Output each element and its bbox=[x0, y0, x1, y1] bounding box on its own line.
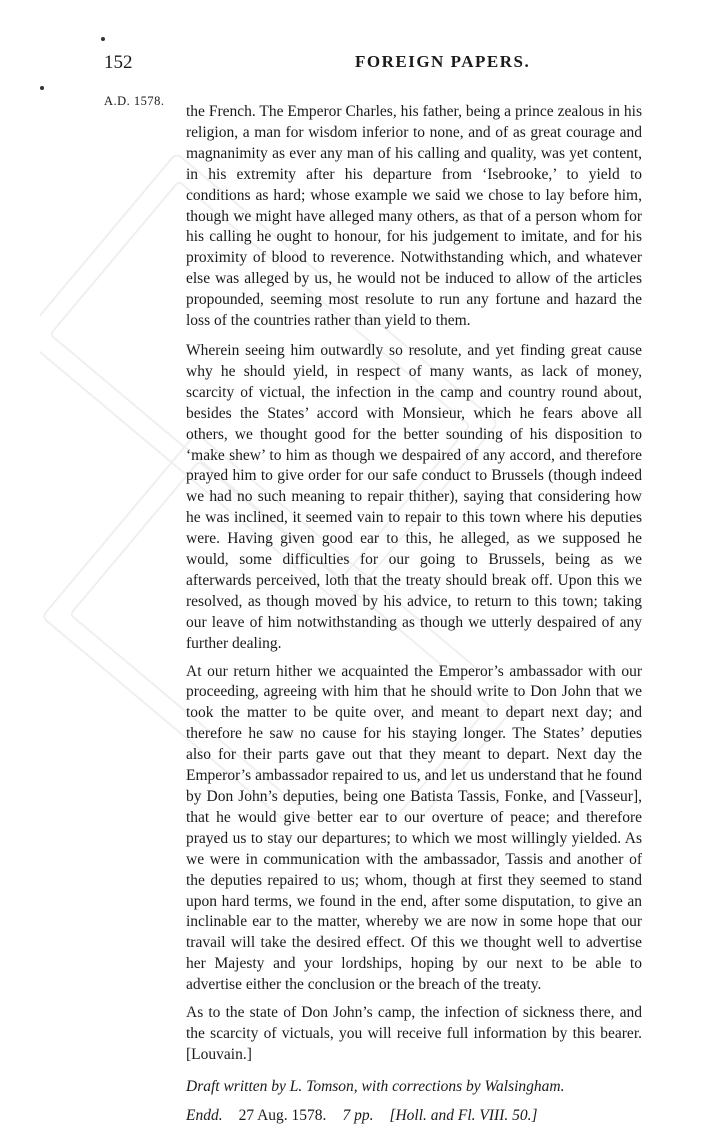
paragraph-1: the French. The Emperor Charles, his father, being a prince zealous in his religion, a man for wisdom inferior to none, and of as great courage and magnanimity as ever any man of his calling and quality, was yet content, in his extremity after his departure from ‘Isebrooke,’ to yield to conditions as hard; whose example we said we chose to lay before him, though we might have alleged many others, as that of a person whom for his calling he ought to honour, for his judgement to imitate, and for his proximity of blood to reverence. Notwithstanding which, and whatever else was alleged by us, he would not be induced to allow of the articles propounded, seeming most resolute to run any fortune and hazard the loss of the countries rather than yield to them. bbox=[186, 103, 642, 330]
paragraph-3: At our return hither we acquainted the Emperor’s ambassador with our proceeding, agreeing with him that he should write to Don John that we took the matter to be quite over, and meant to depart next day; and therefore he saw no cause for his staying longer. The States’ deputies also for their parts gave out that they meant to depart. Next day the Emperor’s ambassador repaired to us, and let us understand that he found by Don John’s deputies, being one Batista Tassis, Fonke, and [Vasseur], that he would give better ear to our overture of peace; and therefore prayed us to stay our departures; to which we most willingly yielded. As we were in communication with the ambassador, Tassis and another of the deputies repaired to us; whom, though at first they seemed to stand upon hard terms, we found in the end, after some disputation, to give an inclinable ear to the matter, whereby we are now in some hope that our travail will take the desired effect. Of this we thought well to advertise her Majesty and your lordships, hoping by our next to be able to advertise either the conclusion or the breach of the treaty. bbox=[186, 662, 642, 994]
endorsement-label: Endd. bbox=[186, 1106, 223, 1124]
endorsement-reference: [Holl. and Fl. VIII. 50.] bbox=[389, 1106, 538, 1124]
endorsement-line bbox=[186, 1105, 642, 1126]
paragraph-4: As to the state of Don John’s camp, the infection of sickness there, and the scarcity of victuals, you will receive full information by this bearer. [Louvain.] bbox=[186, 1004, 642, 1063]
margin-year: A.D. 1578. bbox=[104, 94, 165, 108]
draft-note: Draft written by L. Tomson, with corrections by Walsingham. bbox=[186, 1077, 565, 1095]
paragraph-2: Wherein seeing him outwardly so resolute, and yet finding great cause why he should yield, in respect of many wants, as lack of money, scarcity of victual, the infection in the camp and country round about, besides the States’ accord with Monsieur, which he fears above all others, we thought good for the better sounding of his disposition to ‘make shew’ to him as though we despaired of any accord, and therefore prayed him to give order for our safe conduct to Brussels (though indeed we had no such meaning to repair thither), saying that considering how he was inclined, it seemed vain to repair to this town where his deputies were. Having given good ear to this, he alleged, as we supposed he would, some difficulties for our going to Brussels, being as we afterwards perceived, loth that the treaty should break off. Upon this we resolved, as though moved by his advice, to return to this town; taking our leave of him notwithstanding as though we utterly despaired of any further dealing. bbox=[186, 341, 642, 652]
speck-mark bbox=[101, 37, 105, 41]
main-text bbox=[186, 102, 642, 1126]
endorsement-pages: 7 pp. bbox=[342, 1106, 374, 1124]
speck-mark bbox=[40, 86, 44, 90]
page-header bbox=[0, 52, 709, 82]
running-head: FOREIGN PAPERS. bbox=[355, 52, 531, 71]
endorsement-date: 27 Aug. 1578. bbox=[238, 1106, 327, 1124]
page-number: 152 bbox=[104, 52, 133, 73]
